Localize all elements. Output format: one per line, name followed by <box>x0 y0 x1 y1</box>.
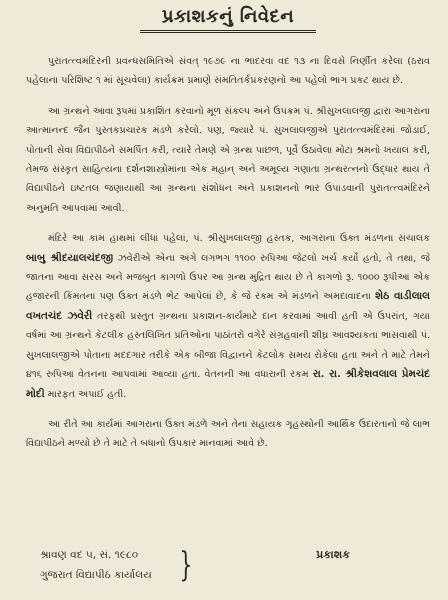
footer-brace: } <box>179 545 193 585</box>
paragraph-2: આ ગ્રન્થને આવા રૂપમાં પ્રકાશિત કરવાનો મૂળ સંકલ્પ અને ઉપક્રમ પં. શ્રીસુખલાલજી દ્વારા આગરાના આત્માનન્દ જૈન પુસ્તકપ્રચારક મંડળે કરેલો. પણ, જ્યારે પં. સુખલાલજીએ પુરાતત્ત્વમંદિરમાં જોડાઈ, પોતાની સેવા વિદ્યાપીઠને સમર્પિત કરી, ત્યારે તેમણે એ ગ્રન્થ પાછળ, પૂર્વે ઉઠાવેલા મોટા શ્રમનો ખયાલ કરી, તેમજ સંસ્કૃત સાહિત્યના દર્શનશાસ્ત્રોમાંના એક મહાન્ અને અમૂલ્ય ગણાતા ગ્રન્થરત્નનો ઉદ્ધાર થાય તે વિદ્યાપીઠને ઇષ્ટતલ જણાયાથી આ ગ્રન્થના સંશોધન અને પ્રકાશનનો ભાર ઉપાડવાની પુરાતત્ત્વમંદિરને અનુમતિ આપવામાં આવી. <box>26 105 430 214</box>
publisher-signature: પ્રકાશક <box>316 548 350 561</box>
paragraph-3-part-2: ઝવેરીએ એના અંગે લગભગ ૧૧૦૦ રુપિઆ જેટલો ખર્ચ કર્યો હતો, તે તથા, જે જાતના આવા સરસ અને મજબુત કાગળો ઉપર આ ગ્રન્થ મુદ્રિત થાય છે તે કાગળો રૂ. ૧૦૦૦ રૂપીઆ એક હજારની કિંમતના પણ ઉક્ત મંડળે ભેટ આપેલાં છે, કે જે રકમ એ મંડળને અમદાવાદના <box>26 252 430 303</box>
title-block <box>26 0 430 38</box>
intermediary-name: રા. રા. શ્રીકેશવલાલ પ્રેમચંદ મોદી <box>26 368 430 400</box>
paragraph-3-part-1: મંદિરે આ કામ હાથમાં લીધાં પહેલાં, પં. શ્રીસુખલાલજી હસ્તક, આગરાના ઉક્ત મંડળના સંચાલક <box>48 233 430 245</box>
paragraph-3-part-4: મારફત અપાઈ હતી. <box>47 388 127 400</box>
footer-date-block <box>40 545 152 585</box>
paragraph-4: આ રીતે આ કાર્યમાં આગરાના ઉક્ત મંડળે અને તેના સહાયક ગૃહસ્થોની આર્થિક ઉદારતાનો જે લાભ વિદ્યાપીઠને મળ્યો છે તે માટે તે બધાનો ઉપકાર માનવામાં આવે છે. <box>26 418 430 450</box>
donor-name-2: શેઠ વાડીલાલ વખતચંદ ઝવેરી <box>26 290 430 322</box>
donor-name-1: બાબુ શ્રીદયાલચંદજી <box>26 251 114 264</box>
paragraph-3 <box>26 229 430 404</box>
footer-office: ગુજરાત વિદ્યાપીઠ કાર્યાલય <box>40 569 152 581</box>
page-title: પ્રકાશકનું નિવેદન <box>140 4 316 33</box>
paragraph-3-part-3: તરફથી પ્રસ્તુત ગ્રન્થના પ્રકાશન-કાર્યમાટે દાન કરવામાં આવી હતી એ ઉપરાંત, ગયા વર્ષમાં આ ગ્રન્થને કેટલીક હસ્તલિખિત પ્રતિઓના પાઠાંતરો વગેરે સંગ્રહવાની શીઘ્ર આવશ્યકતા ભાસવાથી પં. સુખલાલજીએ પોતાના મદદગાર તરીકે એક બીજા વિદ્વાનને કેટલોક સમય રોકેલા હતા અને તે માટે તેમને ૪૧૬ રુપિઆ વેતનના આપવામાં આવ્યા હતા. વેતનની આ વધારાની રકમ <box>26 310 430 381</box>
footer-date: શ્રાવણ વદ ૫, સં. ૧૯૮૦ <box>40 549 139 561</box>
footer <box>40 545 408 591</box>
paragraph-1: પુરાતત્ત્વમંદિરની પ્રવન્ધસમિતિએ સંવત્ ૧૯૭૯ ના ભાદરવા વદ ૧૩ ના દિવસે નિર્ણીત કરેલા (ઠરાવ પહેલાના પરિશિષ્ટ ૧ માં સૂચવેલા) કાર્યક્રમ પ્રમાણે સંમતિતર્કપ્રકરણનો આ પહેલો ભાગ પ્રકટ થાય છે. <box>26 56 430 87</box>
